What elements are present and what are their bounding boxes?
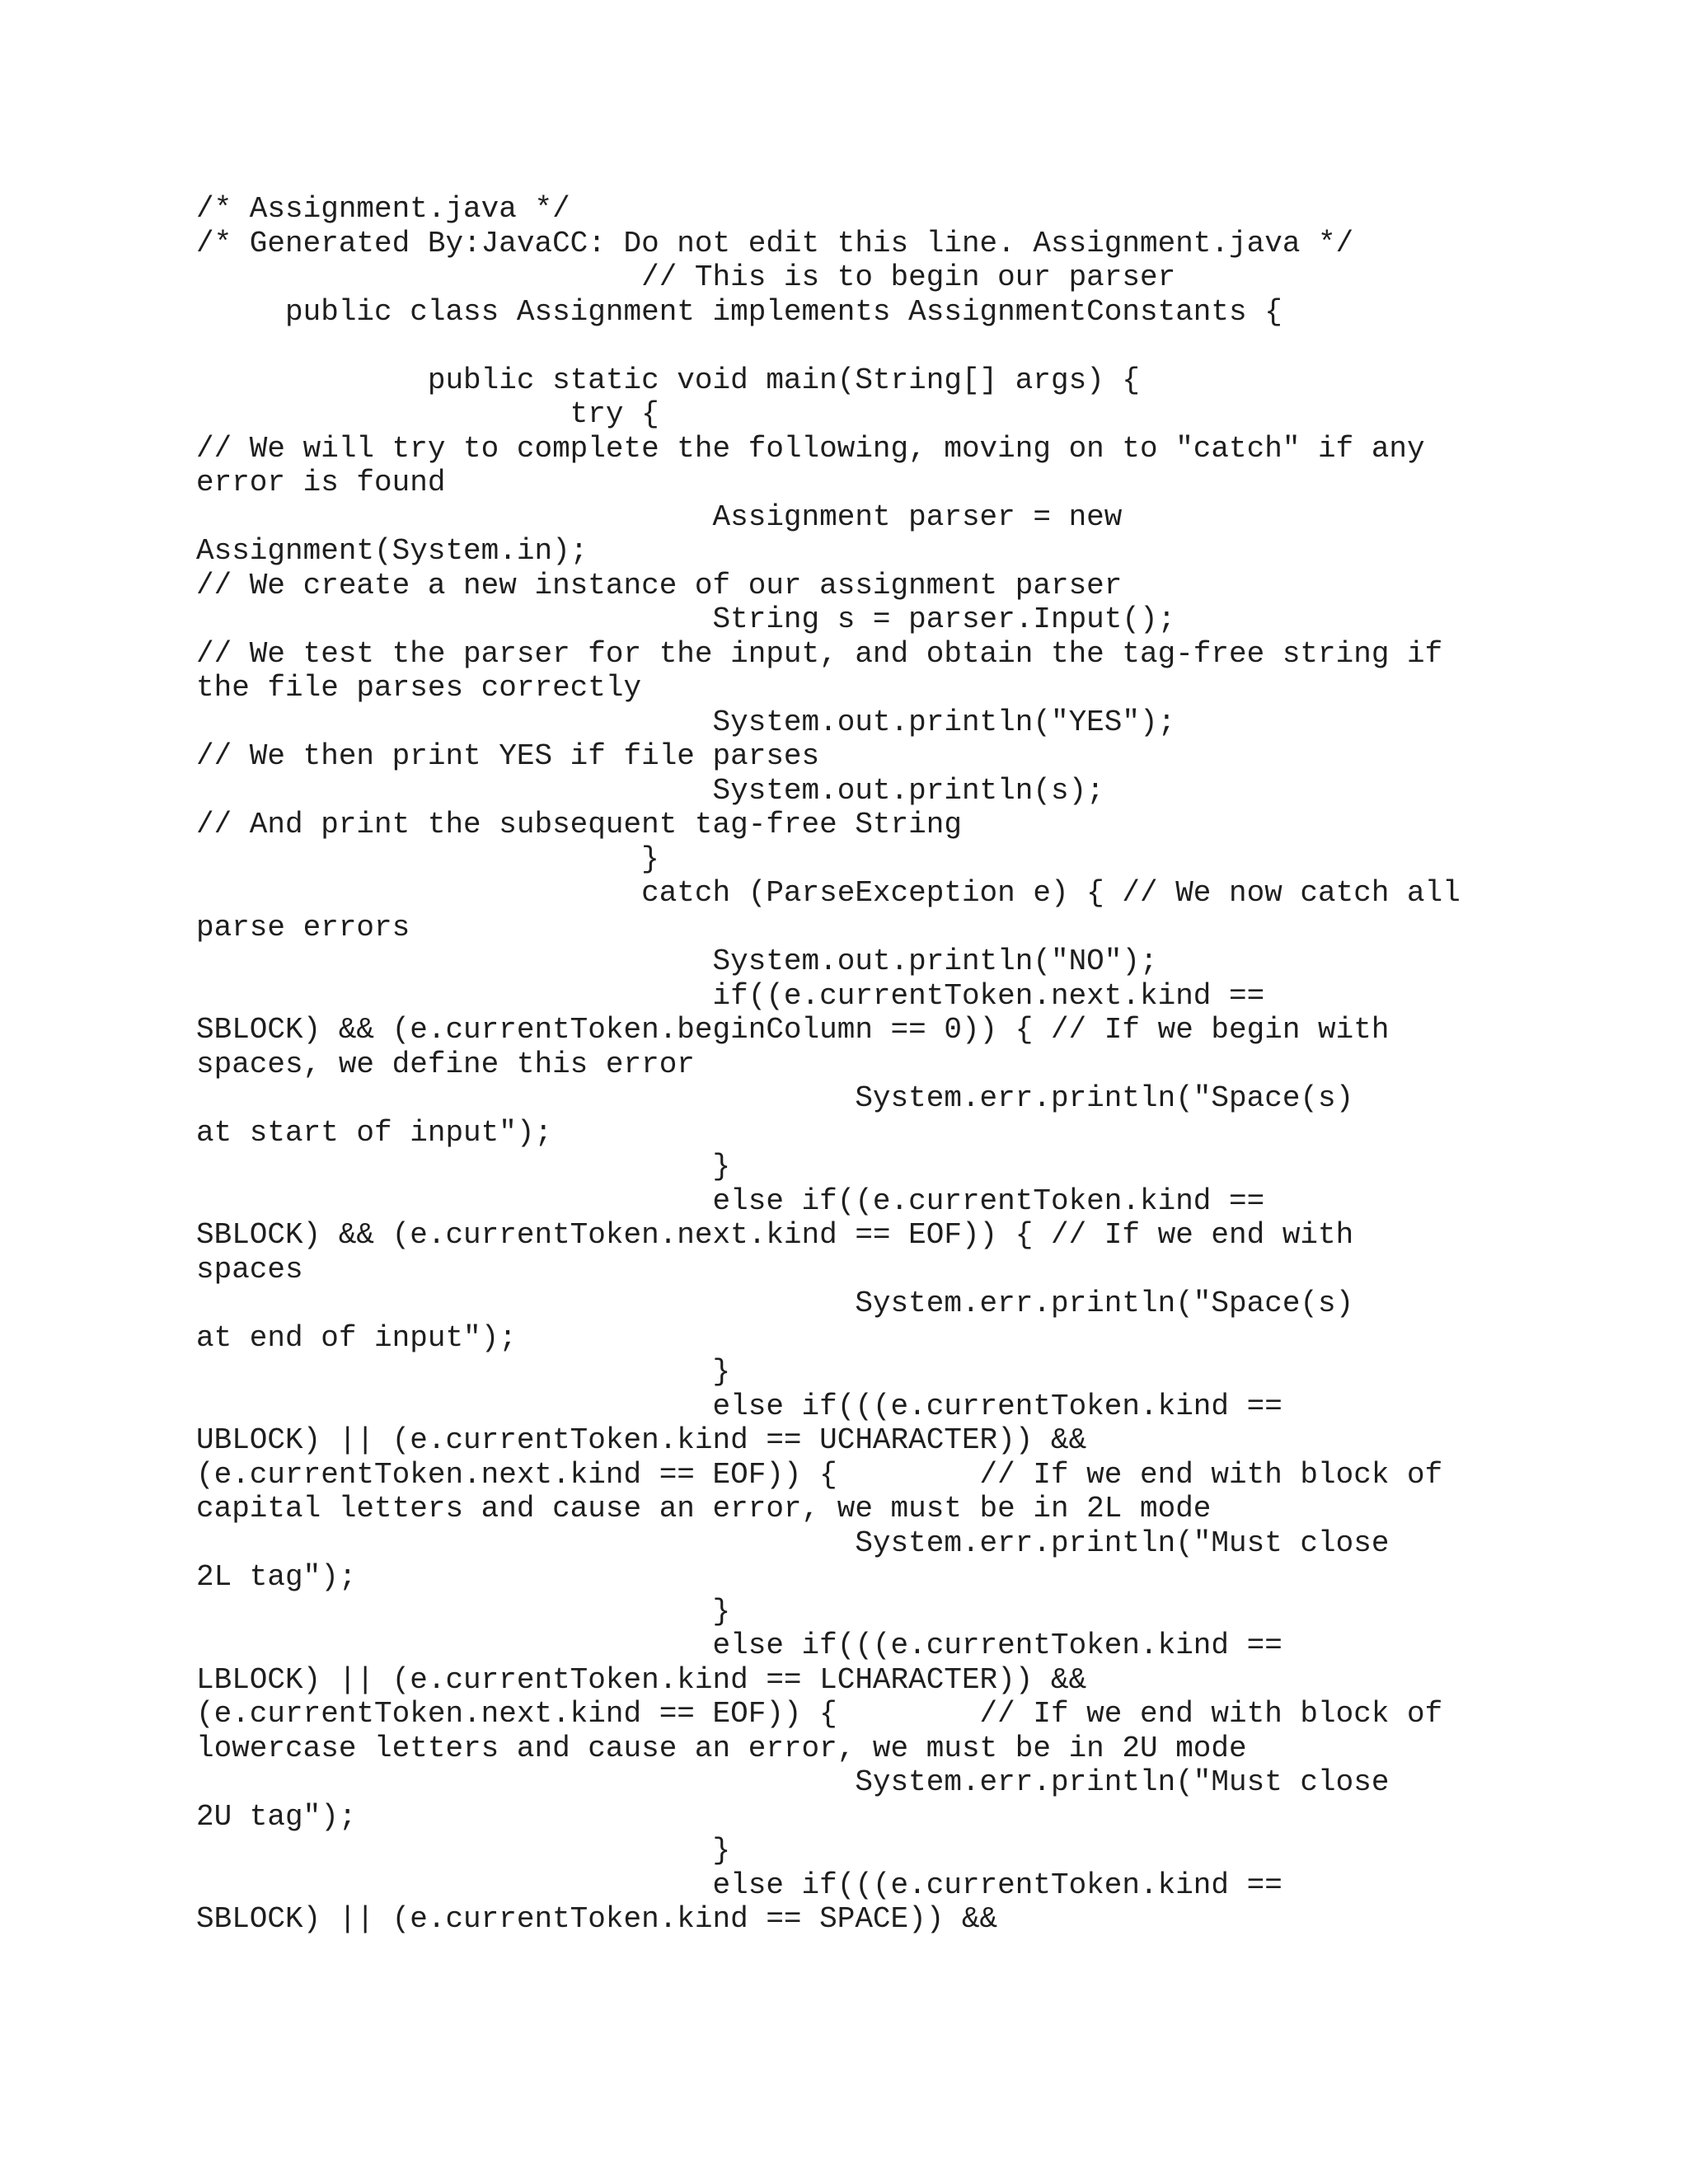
code-line: System.err.println("Space(s) (196, 1081, 1354, 1115)
code-line: else if(((e.currentToken.kind == (196, 1389, 1282, 1423)
code-line: System.out.println("YES"); (196, 705, 1176, 739)
code-line: Assignment(System.in); (196, 534, 588, 568)
code-line: /* Generated By:JavaCC: Do not edit this line. Assignment.java */ (196, 226, 1354, 260)
code-line: SBLOCK) && (e.currentToken.beginColumn == 0)) { // If we begin with (196, 1013, 1390, 1047)
code-line: System.err.println("Must close (196, 1526, 1390, 1560)
code-line: System.err.println("Must close (196, 1765, 1390, 1799)
code-line: spaces, we define this error (196, 1047, 695, 1081)
code-line: /* Assignment.java */ (196, 192, 570, 226)
code-line: (e.currentToken.next.kind == EOF)) { // If we end with block of (196, 1697, 1443, 1731)
code-line: } (196, 1355, 731, 1389)
code-line: } (196, 1834, 731, 1868)
code-line: if((e.currentToken.next.kind == (196, 978, 1265, 1013)
code-line: public class Assignment implements AssignmentConstants { (196, 294, 1282, 329)
code-line: Assignment parser = new (196, 499, 1123, 534)
code-line: UBLOCK) || (e.currentToken.kind == UCHARACTER)) && (196, 1423, 1087, 1457)
code-line: error is found (196, 466, 446, 499)
code-line: 2U tag"); (196, 1799, 357, 1834)
code-line: else if(((e.currentToken.kind == (196, 1629, 1282, 1662)
code-line: at start of input"); (196, 1115, 553, 1150)
code-line: LBLOCK) || (e.currentToken.kind == LCHARACTER)) && (196, 1662, 1087, 1697)
code-line: (e.currentToken.next.kind == EOF)) { // If we end with block of (196, 1457, 1443, 1492)
code-line: // We then print YES if file parses (196, 739, 820, 773)
code-line: // This is to begin our parser (196, 260, 1176, 294)
code-line: SBLOCK) || (e.currentToken.kind == SPACE)) && (196, 1902, 998, 1936)
code-line: try { (196, 397, 659, 431)
code-line: System.err.println("Space(s) (196, 1286, 1354, 1320)
code-line: else if((e.currentToken.kind == (196, 1183, 1265, 1218)
code-line: the file parses correctly (196, 671, 642, 705)
code-line: parse errors (196, 910, 410, 944)
code-line: System.out.println("NO"); (196, 944, 1158, 978)
code-line: // We test the parser for the input, and obtain the tag-free string if (196, 636, 1443, 671)
code-line: System.out.println(s); (196, 773, 1104, 808)
code-line: catch (ParseException e) { // We now catch all (196, 876, 1461, 910)
code-line: public static void main(String[] args) { (196, 363, 1140, 397)
code-line: SBLOCK) && (e.currentToken.next.kind == EOF)) { // If we end with (196, 1218, 1354, 1252)
code-line: // We create a new instance of our assignment parser (196, 568, 1123, 602)
code-line: else if(((e.currentToken.kind == (196, 1868, 1282, 1902)
code-line: spaces (196, 1252, 303, 1286)
code-line (196, 329, 1461, 363)
code-line: } (196, 841, 659, 876)
code-line: // And print the subsequent tag-free String (196, 808, 962, 841)
code-line: } (196, 1150, 731, 1183)
code-line: String s = parser.Input(); (196, 602, 1176, 636)
code-line: capital letters and cause an error, we must be in 2L mode (196, 1492, 1212, 1526)
code-line: at end of input"); (196, 1320, 517, 1355)
code-line: 2L tag"); (196, 1560, 357, 1594)
code-line: } (196, 1594, 731, 1629)
code-line: lowercase letters and cause an error, we must be in 2U mode (196, 1731, 1247, 1765)
code-line: // We will try to complete the following, moving on to "catch" if any (196, 431, 1425, 466)
source-code-block (196, 192, 1461, 1937)
